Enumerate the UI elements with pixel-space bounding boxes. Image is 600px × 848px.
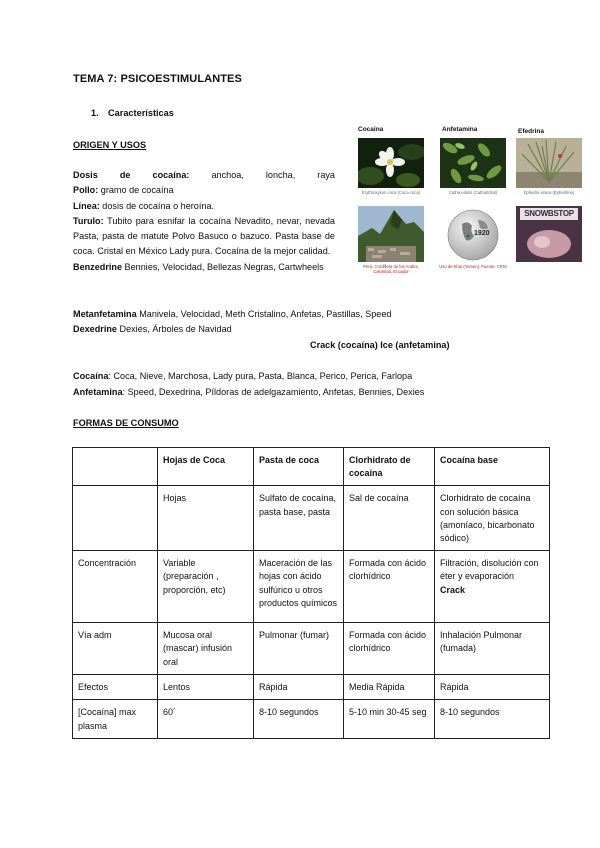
table-cell: Media Rápida [344, 675, 435, 700]
table-cell: Concentración [73, 551, 158, 623]
term-dexedrine: Dexedrine [73, 324, 117, 334]
term-pollo: Pollo: [73, 185, 99, 196]
page-title: TEMA 7: PSICOESTIMULANTES [73, 73, 242, 85]
def-linea: dosis de cocaína o heroína. [99, 200, 215, 211]
def-dosis: anchoa, loncha, raya [189, 170, 335, 180]
table-header-row [73, 448, 550, 486]
def-cocaina: : Coca, Nieve, Marchosa, Lady pura, Pasta, Blanca, Perico, Perica, Farlopa [108, 371, 413, 381]
term-benzedrine: Benzedrine [73, 261, 123, 272]
table-row [73, 551, 550, 623]
table-cell: Efectos [73, 675, 158, 700]
term-cocaina: Cocaína [73, 371, 109, 381]
anfetamina-names-line [73, 387, 424, 397]
origen-line-turulo [73, 214, 335, 260]
ephedra-photo [516, 138, 582, 188]
origen-line-metanfetamina [73, 309, 391, 319]
table-header-cell [73, 448, 158, 486]
origen-heading: ORIGEN Y USOS [73, 140, 147, 150]
label-efedrina: Efedrina [518, 128, 545, 135]
crack-label: Crack [440, 584, 466, 595]
table-cell [73, 486, 158, 551]
def-dexedrine: Dexies, Árboles de Navidad [116, 324, 232, 334]
section-heading [91, 108, 174, 118]
table-cell: Maceración de las hojas con ácido sulfúrico u otros productos químicos [254, 551, 344, 623]
term-metanfetamina: Metanfetamina [73, 309, 137, 319]
def-benzedrine: Bennies, Velocidad, Bellezas Negras, Cartwheels [122, 261, 324, 272]
table-cell: 8-10 segundos [254, 700, 344, 739]
table-cell: Clorhidrato de cocaína con solución básica (amoníaco, bicarbonato sódico) [435, 486, 550, 551]
table-cell [435, 551, 550, 623]
table-header-cell: Hojas de Coca [158, 448, 254, 486]
formas-heading: FORMAS DE CONSUMO [73, 418, 179, 428]
def-metanfetamina: Manivela, Velocidad, Meth Cristalino, Anfetas, Pastillas, Speed [136, 309, 392, 319]
def-anfetamina: : Speed, Dexedrina, Píldoras de adelgazamiento, Anfetas, Bennies, Dexies [122, 387, 425, 397]
table-cell: Hojas [158, 486, 254, 551]
table-cell: Rápida [254, 675, 344, 700]
table-cell: Mucosa oral (mascar) infusión oral [158, 623, 254, 675]
globe-year-label: 1920 [474, 230, 490, 237]
coca-flower-photo [358, 138, 424, 188]
caption-andes: Perú, Cordillera de los Andes, Colombia, Ecuador [363, 264, 419, 274]
table-cell: 60´ [158, 700, 254, 739]
table-cell: Vía adm [73, 623, 158, 675]
snow-poster [516, 206, 582, 262]
table-cell: Formada con ácido clorhídrico [344, 623, 435, 675]
section-label: Características [108, 108, 174, 118]
def-turulo: Tubito para esnifar la cocaína Nevadito, nevar, nevada Pasta, pasta de matute Polvo Basuco o bazuco. Pasta base de coca. Cristal en México Lady pura. Cocaína de la mejor calidad. [73, 215, 335, 257]
table-cell: Variable (preparación , proporción, etc) [158, 551, 254, 623]
table-row [73, 486, 550, 551]
table-row [73, 700, 550, 739]
poster-title: SNOWBSTOP [524, 209, 574, 218]
khat-leaves-photo [440, 138, 506, 188]
section-number: 1. [91, 108, 99, 118]
table-cell: Inhalación Pulmonar (fumada) [435, 623, 550, 675]
table-cell: [Cocaína] max plasma [73, 700, 158, 739]
table-cell: 8-10 segundos [435, 700, 550, 739]
table-cell: Sulfato de cocaína, pasta base, pasta [254, 486, 344, 551]
caption-khat-use: Uso de Khat (Yemen), Fuente: CRIS [439, 264, 507, 269]
label-cocaina: Cocaína [358, 126, 384, 133]
origen-line-dosis [73, 168, 335, 183]
table-cell: Rápida [435, 675, 550, 700]
term-turulo: Turulo: [73, 215, 104, 226]
caption-coca: Erythroxylum coca (Coca coca) [361, 190, 421, 195]
table-cell: 5-10 min 30-45 seg [344, 700, 435, 739]
andes-photo [358, 206, 424, 262]
origen-line-benzedrine [73, 260, 335, 275]
caption-khat: Catha edulis (Catha/Khat) [448, 190, 498, 195]
origen-line-linea [73, 199, 335, 214]
table-header-cell: Cocaína base [435, 448, 550, 486]
table-cell: Sal de cocaína [344, 486, 435, 551]
globe-map [440, 206, 506, 262]
origen-line-pollo [73, 183, 335, 198]
formas-consumo-table [72, 447, 550, 739]
table-cell: Pulmonar (fumar) [254, 623, 344, 675]
table-cell: Lentos [158, 675, 254, 700]
caption-ephedra: Ephedra sinica (Ephedrine) [523, 190, 575, 195]
table-row [73, 623, 550, 675]
def-pollo: gramo de cocaína [98, 185, 174, 196]
plants-image-collage [354, 124, 584, 294]
table-header-cell: Pasta de coca [254, 448, 344, 486]
crack-ice-line: Crack (cocaína) Ice (anfetamina) [310, 340, 450, 350]
cell-text: Filtración, disolución con éter y evaporación [440, 558, 539, 582]
label-anfetamina: Anfetamina [442, 126, 478, 133]
table-header-cell: Clorhidrato de cocaína [344, 448, 435, 486]
term-anfetamina: Anfetamina [73, 387, 123, 397]
origen-line-dexedrine [73, 324, 232, 334]
table-cell: Formada con ácido clorhídrico [344, 551, 435, 623]
term-dosis: Dosis de cocaína: [73, 170, 190, 180]
origen-text [73, 168, 335, 275]
term-linea: Línea: [73, 200, 100, 211]
table-row [73, 675, 550, 700]
cocaina-names-line [73, 371, 412, 381]
